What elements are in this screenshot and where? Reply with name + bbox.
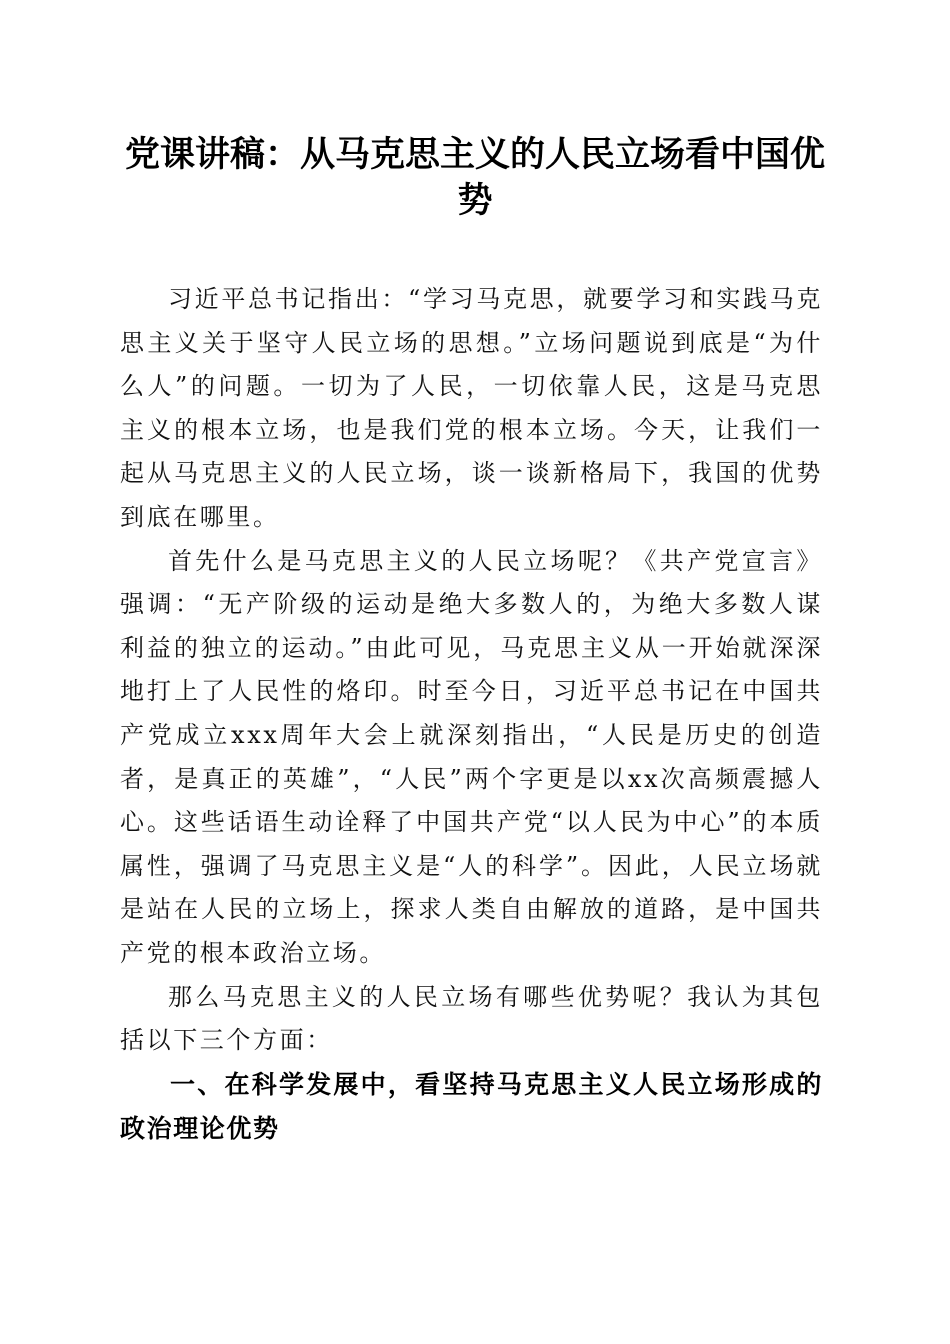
paragraph-1: 习近平总书记指出：“学习马克思，就要学习和实践马克思主义关于坚守人民立场的思想。”立场问题说到底是“为什么人”的问题。一切为了人民，一切依靠人民，这是马克思主义的根本立场，也是我们党的根本立场。今天，让我们一起从马克思主义的人民立场，谈一谈新格局下，我国的优势到底在哪里。 bbox=[120, 285, 823, 531]
paragraph-2: 首先什么是马克思主义的人民立场呢？《共产党宣言》强调：“无产阶级的运动是绝大多数人的，为绝大多数人谋利益的独立的运动。”由此可见，马克思主义从一开始就深深地打上了人民性的烙印。时至今日，习近平总书记在中国共产党成立xxx周年大会上就深刻指出，“人民是历史的创造者，是真正的英雄”，“人民”两个字更是以xx次高频震撼人心。这些话语生动诠释了中国共产党“以人民为中心”的本质属性，强调了马克思主义是“人的科学”。因此，人民立场就是站在人民的立场上，探求人类自由解放的道路，是中国共产党的根本政治立场。 bbox=[120, 546, 823, 967]
document-title: 党课讲稿：从马克思主义的人民立场看中国优势 bbox=[124, 134, 825, 221]
section-heading-1: 一、在科学发展中，看坚持马克思主义人民立场形成的政治理论优势 bbox=[120, 1069, 823, 1143]
document-body bbox=[120, 278, 823, 1151]
paragraph-3: 那么马克思主义的人民立场有哪些优势呢？我认为其包括以下三个方面： bbox=[120, 982, 823, 1055]
